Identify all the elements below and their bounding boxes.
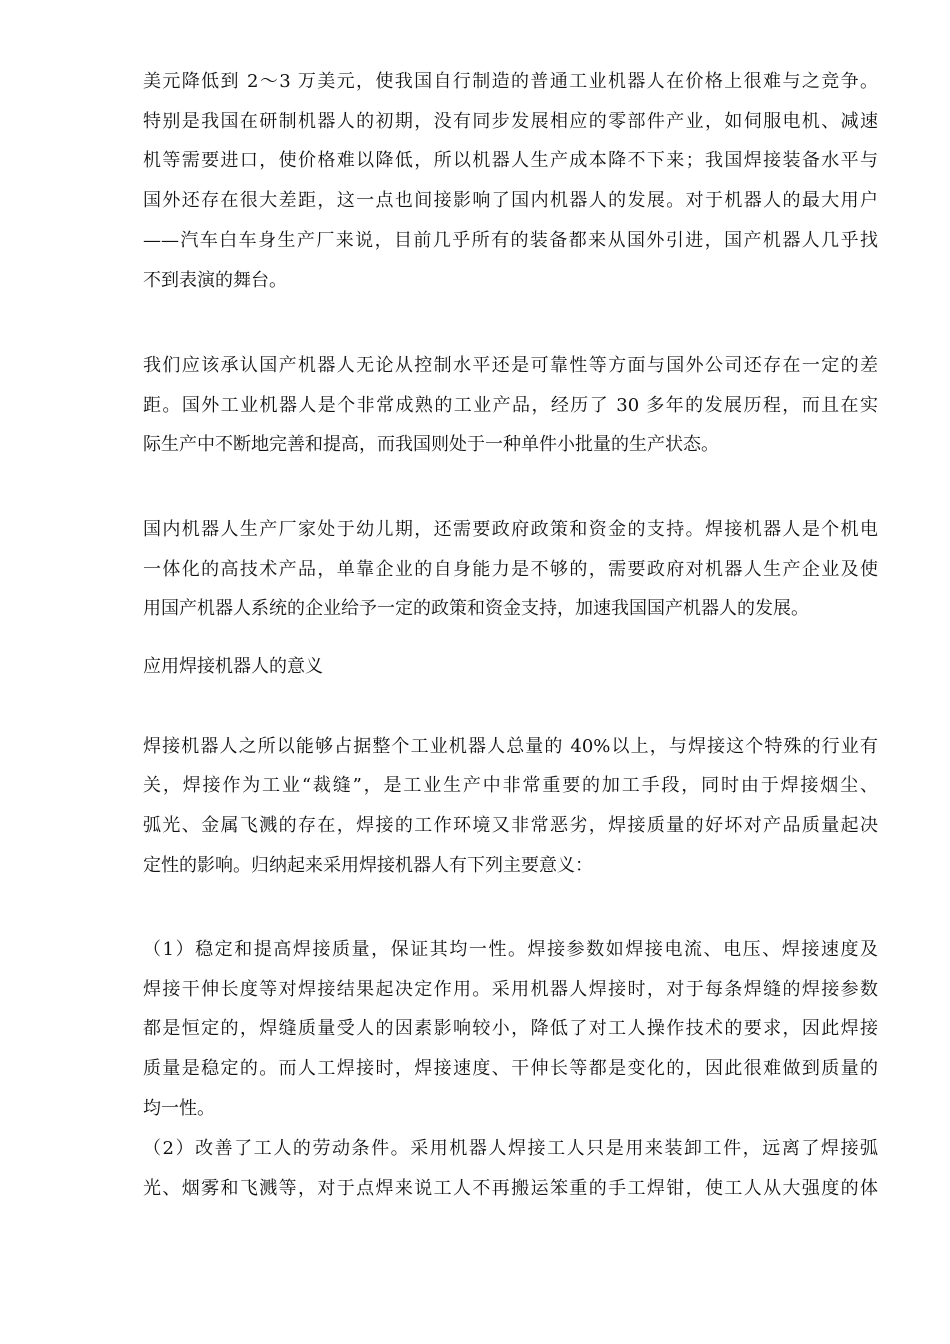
paragraph-1-line-1: 美元降低到 2～3 万美元，使我国自行制造的普通工业机器人在价格上很难与之竞争。	[143, 71, 878, 92]
paragraph-2-line-2: 距。国外工业机器人是个非常成熟的工业产品，经历了 30 多年的发展历程，而且在实	[143, 395, 878, 416]
paragraph-4-line-2: 关，焊接作为工业“裁缝”，是工业生产中非常重要的加工手段，同时由于焊接烟尘、	[143, 775, 878, 796]
paragraph-5-line-2: 焊接干伸长度等对焊接结果起决定作用。采用机器人焊接时，对于每条焊缝的焊接参数	[143, 979, 878, 1000]
paragraph-6-line-2: 光、烟雾和飞溅等，对于点焊来说工人不再搬运笨重的手工焊钳，使工人从大强度的体	[143, 1178, 878, 1199]
paragraph-3-line-3: 用国产机器人系统的企业给予一定的政策和资金支持，加速我国国产机器人的发展。	[143, 598, 809, 619]
paragraph-4-line-1: 焊接机器人之所以能够占据整个工业机器人总量的 40%以上，与焊接这个特殊的行业有	[143, 736, 878, 757]
paragraph-1-line-4: 国外还存在很大差距，这一点也间接影响了国内机器人的发展。对于机器人的最大用户	[143, 190, 878, 211]
paragraph-1-line-5: ——汽车白车身生产厂来说，目前几乎所有的装备都来从国外引进，国产机器人几乎找	[143, 230, 878, 251]
paragraph-1-line-6: 不到表演的舞台。	[143, 270, 287, 291]
paragraph-1-line-3: 机等需要进口，使价格难以降低，所以机器人生产成本降不下来；我国焊接装备水平与	[143, 150, 878, 171]
section-heading: 应用焊接机器人的意义	[143, 656, 323, 677]
paragraph-6-line-1: （2）改善了工人的劳动条件。采用机器人焊接工人只是用来装卸工件，远离了焊接弧	[143, 1138, 878, 1159]
paragraph-3-line-1: 国内机器人生产厂家处于幼儿期，还需要政府政策和资金的支持。焊接机器人是个机电	[143, 519, 878, 540]
paragraph-5-line-4: 质量是稳定的。而人工焊接时，焊接速度、干伸长等都是变化的，因此很难做到质量的	[143, 1058, 878, 1079]
paragraph-5-line-3: 都是恒定的，焊缝质量受人的因素影响较小，降低了对工人操作技术的要求，因此焊接	[143, 1018, 878, 1039]
paragraph-3-line-2: 一体化的高技术产品，单靠企业的自身能力是不够的，需要政府对机器人生产企业及使	[143, 559, 878, 580]
paragraph-2-line-1: 我们应该承认国产机器人无论从控制水平还是可靠性等方面与国外公司还存在一定的差	[143, 355, 878, 376]
paragraph-4-line-3: 弧光、金属飞溅的存在，焊接的工作环境又非常恶劣，焊接质量的好坏对产品质量起决	[143, 815, 878, 836]
paragraph-2-line-3: 际生产中不断地完善和提高，而我国则处于一种单件小批量的生产状态。	[143, 434, 719, 455]
paragraph-5-line-1: （1）稳定和提高焊接质量，保证其均一性。焊接参数如焊接电流、电压、焊接速度及	[143, 939, 878, 960]
paragraph-1-line-2: 特别是我国在研制机器人的初期，没有同步发展相应的零部件产业，如伺服电机、减速	[143, 111, 878, 132]
paragraph-5-line-5: 均一性。	[143, 1098, 215, 1119]
paragraph-4-line-4: 定性的影响。归纳起来采用焊接机器人有下列主要意义：	[143, 855, 593, 876]
